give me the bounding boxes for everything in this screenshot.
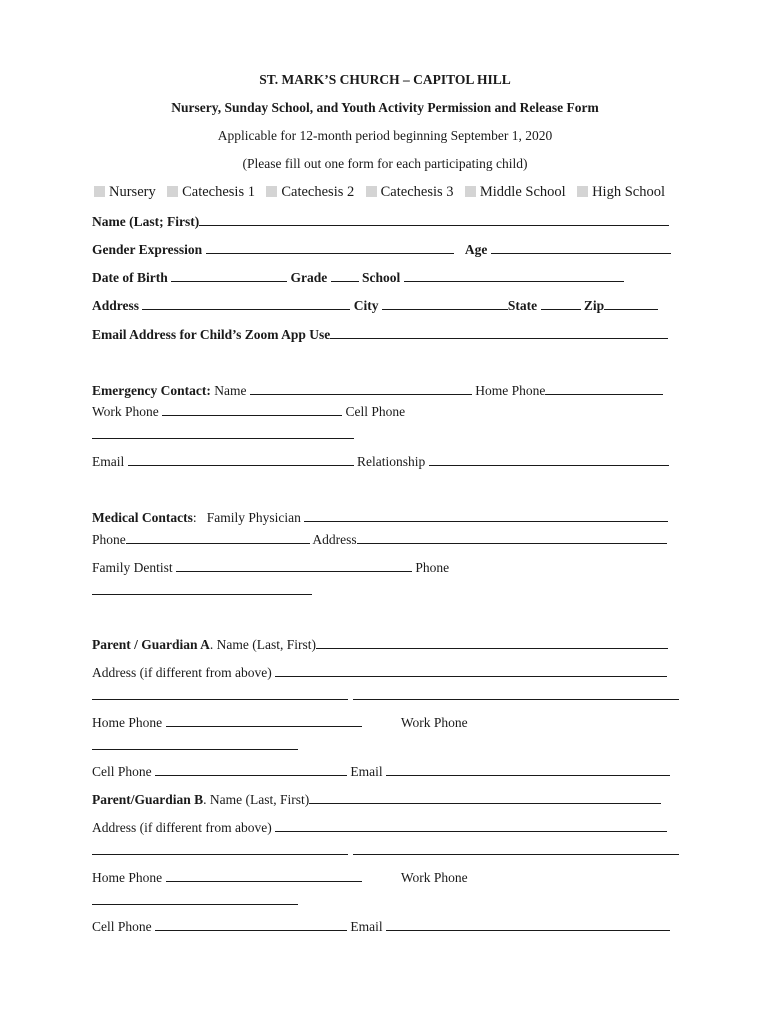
high-school-label: High School [592, 184, 665, 200]
nursery-label: Nursery [109, 184, 156, 200]
guardian-a-address-label: Address (if different from above) [92, 665, 272, 680]
guardian-a-work-phone-label: Work Phone [400, 715, 468, 730]
dob-grade-school-row [92, 269, 624, 286]
age-field[interactable] [491, 241, 671, 254]
guardian-b-row-1: Parent/Guardian B. Name (Last, First) [92, 791, 661, 808]
guardian-b-cell-phone-label: Cell Phone [92, 919, 152, 934]
guardian-b-address-field-3[interactable] [353, 842, 679, 855]
relationship-label: Relationship [357, 454, 426, 469]
medical-row-2 [92, 531, 667, 548]
guardian-b-heading: Parent/Guardian B [92, 792, 204, 807]
emergency-email-label: Email [92, 454, 125, 469]
medical-heading: Medical Contacts [92, 510, 193, 525]
dentist-phone-line [92, 582, 312, 599]
city-label: City [353, 298, 379, 313]
guardian-b-work-phone-field[interactable] [92, 892, 298, 905]
zip-label: Zip [583, 298, 605, 313]
emergency-home-phone-field[interactable] [545, 382, 663, 395]
guardian-b-email-field[interactable] [386, 918, 670, 931]
state-label: State [507, 298, 538, 313]
guardian-b-row-3 [92, 869, 468, 886]
physician-phone-field[interactable] [126, 531, 310, 544]
middle-school-checkbox[interactable] [465, 186, 476, 197]
guardian-a-home-phone-field[interactable] [166, 714, 362, 727]
child-email-label: Email Address for Child’s Zoom App Use [92, 327, 331, 342]
emergency-work-phone-field[interactable] [162, 403, 342, 416]
emergency-cell-phone-field[interactable] [92, 426, 354, 439]
church-title: ST. MARK’S CHURCH – CAPITOL HILL [259, 72, 511, 87]
zip-field[interactable] [604, 297, 658, 310]
child-name-label: Name (Last; First) [92, 214, 200, 229]
emergency-cell-phone-label: Cell Phone [345, 404, 406, 419]
physician-phone-label: Phone [92, 532, 126, 547]
guardian-a-name-field[interactable] [316, 636, 668, 649]
guardian-a-email-field[interactable] [386, 763, 670, 776]
grade-field[interactable] [331, 269, 359, 282]
catechesis-1-label: Catechesis 1 [182, 184, 255, 200]
catechesis-1-checkbox[interactable] [167, 186, 178, 197]
catechesis-3-label: Catechesis 3 [380, 184, 454, 200]
emergency-row-2 [92, 403, 405, 420]
address-field[interactable] [142, 297, 350, 310]
guardian-b-address-field-2[interactable] [92, 842, 348, 855]
high-school-checkbox[interactable] [577, 186, 588, 197]
guardian-a-work-phone-field[interactable] [92, 737, 298, 750]
guardian-b-home-phone-label: Home Phone [92, 870, 163, 885]
age-label: Age [464, 242, 488, 257]
grade-label: Grade [290, 270, 328, 285]
emergency-home-phone-label: Home Phone [475, 383, 546, 398]
emergency-email-field[interactable] [128, 453, 354, 466]
dob-label: Date of Birth [92, 270, 168, 285]
guardian-a-home-phone-label: Home Phone [92, 715, 163, 730]
guardian-a-address-line-2 [92, 687, 679, 704]
guardian-a-cell-phone-label: Cell Phone [92, 764, 152, 779]
guardian-a-cell-phone-field[interactable] [155, 763, 347, 776]
program-options [92, 184, 671, 201]
address-row [92, 297, 658, 314]
emergency-row-3 [92, 453, 669, 470]
guardian-b-address-label: Address (if different from above) [92, 820, 272, 835]
gender-field[interactable] [206, 241, 454, 254]
guardian-a-row-1: Parent / Guardian A. Name (Last, First) [92, 636, 668, 653]
relationship-field[interactable] [429, 453, 669, 466]
emergency-name-field[interactable] [250, 382, 472, 395]
gender-age-row [92, 241, 671, 258]
guardian-b-cell-phone-field[interactable] [155, 918, 347, 931]
gender-label: Gender Expression [92, 242, 203, 257]
physician-address-label: Address [312, 532, 357, 547]
child-name-field[interactable] [199, 213, 669, 226]
medical-row-1: Medical Contacts: Family Physician [92, 509, 668, 526]
guardian-b-address-line-2 [92, 842, 679, 859]
catechesis-3-checkbox[interactable] [366, 186, 377, 197]
guardian-b-row-4 [92, 918, 670, 935]
physician-address-field[interactable] [357, 531, 667, 544]
guardian-a-heading: Parent / Guardian A [92, 637, 210, 652]
school-field[interactable] [404, 269, 624, 282]
nursery-checkbox[interactable] [94, 186, 105, 197]
middle-school-label: Middle School [479, 184, 566, 200]
state-field[interactable] [541, 297, 581, 310]
emergency-name-label: Name [214, 383, 247, 398]
catechesis-2-checkbox[interactable] [266, 186, 277, 197]
dentist-label: Family Dentist [92, 560, 173, 575]
child-email-field[interactable] [330, 326, 668, 339]
form-title: Nursery, Sunday School, and Youth Activity Permission and Release Form [171, 100, 599, 115]
guardian-a-name-label: Name (Last, First) [216, 637, 316, 652]
guardian-a-email-label: Email [350, 764, 383, 779]
dentist-phone-label: Phone [415, 560, 450, 575]
emergency-row-1 [92, 382, 663, 399]
physician-field[interactable] [304, 509, 668, 522]
city-field[interactable] [382, 297, 508, 310]
guardian-a-row-3 [92, 714, 468, 731]
guardian-b-name-field[interactable] [309, 791, 661, 804]
school-label: School [361, 270, 401, 285]
emergency-cell-line [92, 426, 354, 443]
guardian-b-work-line [92, 892, 298, 909]
guardian-b-work-phone-label: Work Phone [400, 870, 468, 885]
address-label: Address [92, 298, 140, 313]
guardian-a-work-line [92, 737, 298, 754]
guardian-b-name-label: Name (Last, First) [209, 792, 310, 807]
period-text: Applicable for 12-month period beginning September 1, 2020 [217, 128, 553, 143]
physician-label: Family Physician [206, 510, 301, 525]
guardian-a-row-4 [92, 763, 670, 780]
email-row [92, 326, 668, 343]
guardian-a-row-2 [92, 664, 667, 681]
guardian-b-address-field[interactable] [275, 819, 667, 832]
catechesis-2-label: Catechesis 2 [281, 184, 355, 200]
guardian-b-row-2 [92, 819, 667, 836]
guardian-b-home-phone-field[interactable] [166, 869, 362, 882]
guardian-b-email-label: Email [350, 919, 383, 934]
emergency-work-phone-label: Work Phone [92, 404, 159, 419]
guardian-a-address-field-2[interactable] [92, 687, 348, 700]
instruction-text: (Please fill out one form for each participating child) [242, 156, 528, 171]
dentist-phone-field[interactable] [92, 582, 312, 595]
guardian-a-address-field[interactable] [275, 664, 667, 677]
medical-row-3 [92, 559, 449, 576]
guardian-a-address-field-3[interactable] [353, 687, 679, 700]
emergency-heading: Emergency Contact: [92, 383, 211, 398]
child-name-row [92, 213, 669, 230]
dob-field[interactable] [171, 269, 287, 282]
dentist-field[interactable] [176, 559, 412, 572]
